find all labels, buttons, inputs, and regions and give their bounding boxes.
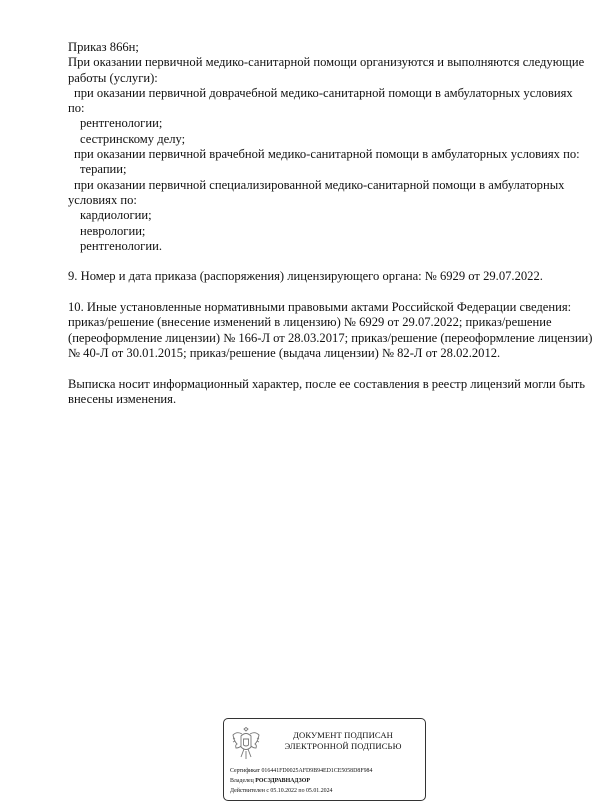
electronic-signature-stamp <box>223 718 426 801</box>
text-line: по: <box>68 101 85 116</box>
paragraph-gap <box>68 285 588 300</box>
certificate-label: Сертификат <box>230 768 260 774</box>
certificate-row <box>230 766 425 776</box>
stamp-details <box>230 766 425 796</box>
note-line: Выписка носит информационный характер, после ее составления в реестр лицензий могли быть <box>68 376 586 391</box>
document-body <box>68 40 593 407</box>
item-9: 9. Номер и дата приказа (распоряжения) лицензирующего органа: № 6929 от 29.07.2022. <box>68 269 543 284</box>
info-note <box>68 377 588 408</box>
service-item: терапии; <box>80 162 127 177</box>
text-line: при оказании первичной врачебной медико-санитарной помощи в амбулаторных условиях по: <box>74 147 580 162</box>
text-line: при оказании первичной специализированной медико-санитарной помощи в амбулаторных <box>74 177 565 192</box>
service-item: рентгенологии; <box>80 116 163 131</box>
text-line: работы (услуги): <box>68 70 158 85</box>
coat-of-arms-icon <box>231 727 261 761</box>
order-reference: Приказ 866н; <box>68 40 139 54</box>
item-10 <box>68 300 593 361</box>
validity-period: Действителен с 05.10.2022 по 05.01.2024 <box>230 788 333 794</box>
item-10-line: (переоформление лицензии) № 166-Л от 28.03.2017; приказ/решение (переоформление лицензии) <box>68 330 593 345</box>
stamp-title <box>264 730 422 752</box>
text-line: при оказании первичной доврачебной медико-санитарной помощи в амбулаторных условиях <box>74 85 573 100</box>
stamp-title-line: ДОКУМЕНТ ПОДПИСАН <box>293 730 393 740</box>
service-item: неврологии; <box>80 223 146 238</box>
service-item: рентгенологии. <box>80 238 162 253</box>
owner-name: РОСЗДРАВНАДЗОР <box>255 778 310 784</box>
owner-row <box>230 776 425 786</box>
item-10-line: 10. Иные установленные нормативными правовыми актами Российской Федерации сведения: <box>68 300 572 315</box>
item-10-line: № 40-Л от 30.01.2015; приказ/решение (выдача лицензии) № 82-Л от 28.02.2012. <box>68 345 501 360</box>
item-10-line: приказ/решение (внесение изменений в лицензию) № 6929 от 29.07.2022; приказ/решение <box>68 315 552 330</box>
paragraph-gap <box>68 361 588 376</box>
service-item: кардиологии; <box>80 208 152 223</box>
service-item: сестринскому делу; <box>80 131 186 146</box>
owner-label: Владелец <box>230 778 254 784</box>
note-line: внесены изменения. <box>68 391 177 406</box>
stamp-title-line: ЭЛЕКТРОННОЙ ПОДПИСЬЮ <box>284 741 402 751</box>
paragraph-gap <box>68 254 588 269</box>
text-line: условиях по: <box>68 192 137 207</box>
certificate-id: 016441FD0025AFD9B94ED1CE5058D8F984 <box>261 768 373 774</box>
text-line: При оказании первичной медико-санитарной помощи организуются и выполняются следующие <box>68 55 585 70</box>
